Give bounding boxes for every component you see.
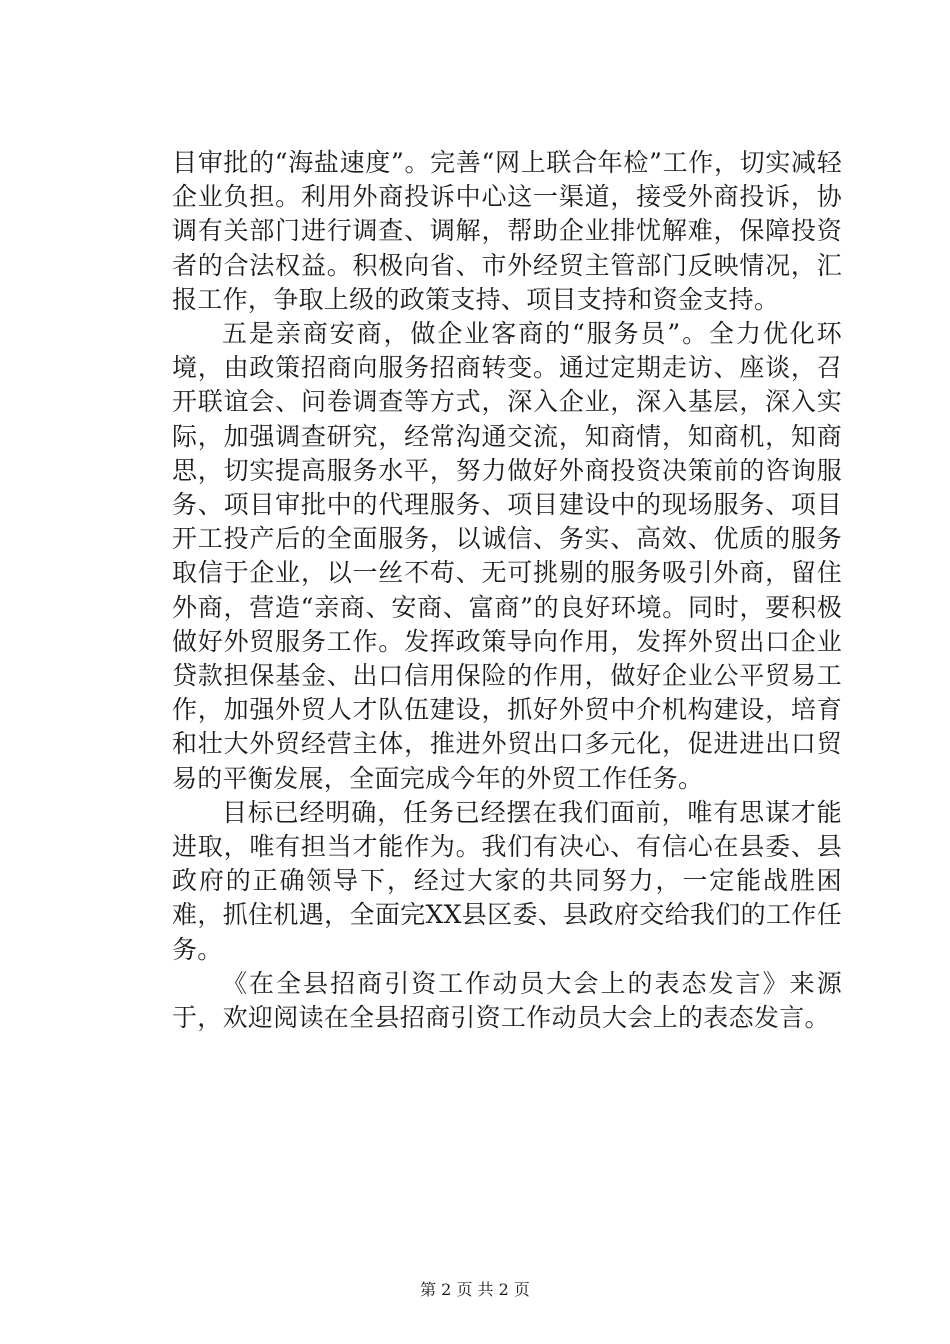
document-body [172, 146, 842, 1035]
paragraph-conclusion: 目标已经明确，任务已经摆在我们面前，唯有思谋才能进取，唯有担当才能作为。我们有决心、有信心在县委、县政府的正确领导下，经过大家的共同努力，一定能战胜困难，抓住机遇，全面完XX县区委、县政府交给我们的工作任务。 [172, 797, 842, 964]
paragraph-service: 五是亲商安商，做企业客商的“服务员”。全力优化环境，由政策招商向服务招商转变。通过定期走访、座谈，召开联谊会、问卷调查等方式，深入企业，深入基层，深入实际，加强调查研究，经常沟通交流，知商情，知商机，知商思，切实提高服务水平，努力做好外商投资决策前的咨询服务、项目审批中的代理服务、项目建设中的现场服务、项目开工投产后的全面服务，以诚信、务实、高效、优质的服务取信于企业，以一丝不苟、无可挑剔的服务吸引外商，留住外商，营造“亲商、安商、富商”的良好环境。同时，要积极做好外贸服务工作。发挥政策导向作用，发挥外贸出口企业贷款担保基金、出口信用保险的作用，做好企业公平贸易工作，加强外贸人才队伍建设，抓好外贸中介机构建设，培育和壮大外贸经营主体，推进外贸出口多元化，促进进出口贸易的平衡发展，全面完成今年的外贸工作任务。 [172, 319, 842, 793]
paragraph-source-note: 《在全县招商引资工作动员大会上的表态发言》来源于，欢迎阅读在全县招商引资工作动员大会上的表态发言。 [172, 968, 842, 1033]
page-number-footer: 第 2 页 共 2 页 [420, 1280, 530, 1299]
paragraph-continuation: 目审批的“海盐速度”。完善“网上联合年检”工作，切实减轻企业负担。利用外商投诉中心这一渠道，接受外商投诉，协调有关部门进行调查、调解，帮助企业排忧解难，保障投资者的合法权益。积极向省、市外经贸主管部门反映情况，汇报工作，争取上级的政策支持、项目支持和资金支持。 [172, 148, 842, 314]
